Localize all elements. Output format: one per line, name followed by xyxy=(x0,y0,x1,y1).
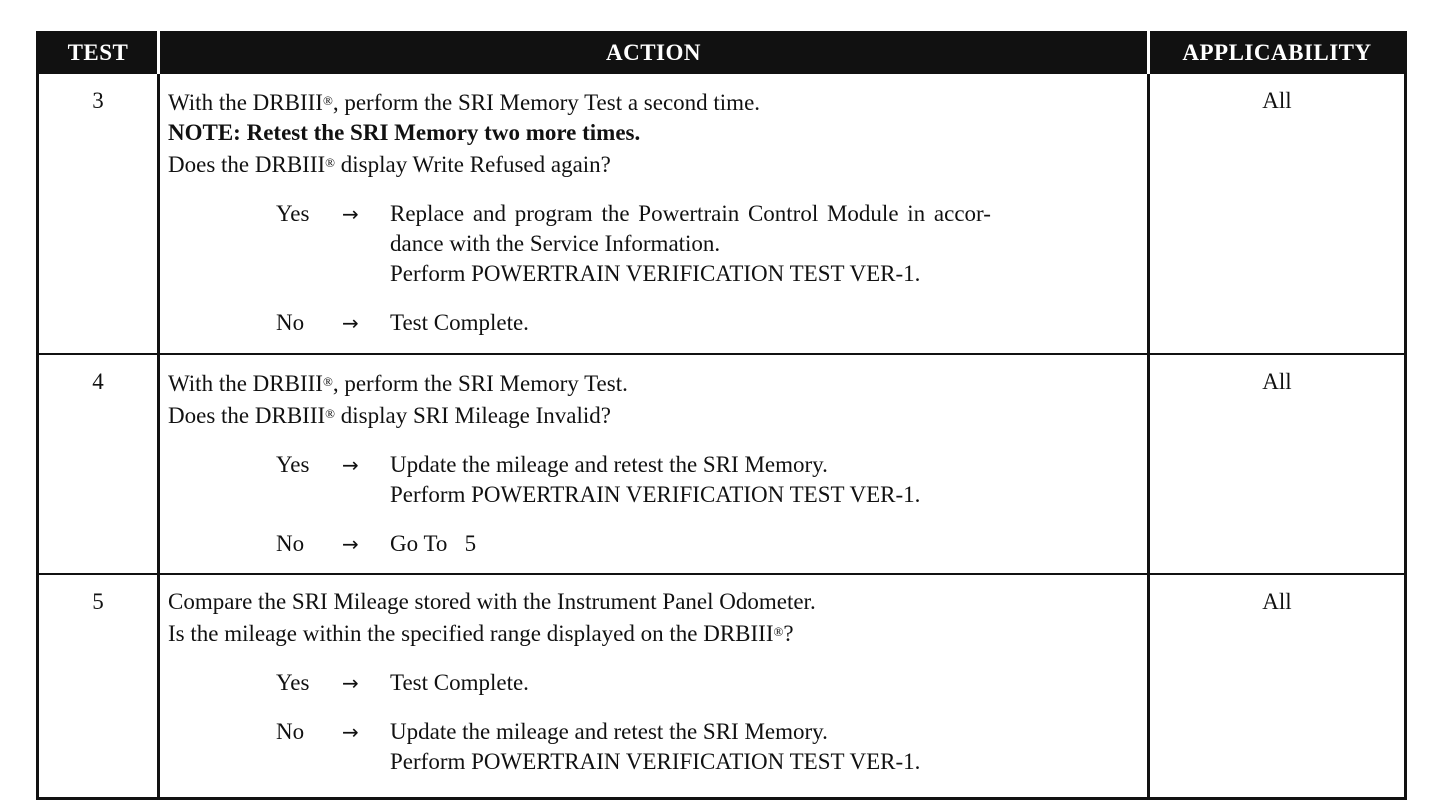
yes-label: Yes xyxy=(276,452,310,477)
registered-mark: ® xyxy=(322,374,333,389)
no-branch xyxy=(168,529,1139,559)
action-question: Does the DRBIII® display Write Refused again? xyxy=(168,152,611,177)
yes-branch xyxy=(168,199,1139,289)
test-number: 3 xyxy=(38,73,159,354)
yes-result-line: Perform POWERTRAIN VERIFICATION TEST VER-1. xyxy=(390,482,921,507)
no-result xyxy=(390,717,1139,777)
action-instruction: Compare the SRI Mileage stored with the Instrument Panel Odometer. xyxy=(168,589,816,614)
yes-result-line: dance with the Service Information. xyxy=(390,231,721,256)
applicability-value: All xyxy=(1149,354,1406,574)
table-row xyxy=(38,354,1406,574)
no-result-line: Test Complete. xyxy=(390,310,529,335)
registered-mark: ® xyxy=(325,155,336,170)
header-test: TEST xyxy=(38,33,159,74)
action-instruction: With the DRBIII®, perform the SRI Memory Test. xyxy=(168,371,628,396)
arrow-icon: → xyxy=(342,671,359,695)
registered-mark: ® xyxy=(773,624,784,639)
table-row xyxy=(38,73,1406,354)
action-instruction: With the DRBIII®, perform the SRI Memory Test a second time. xyxy=(168,90,761,115)
arrow-icon: → xyxy=(342,202,359,226)
yes-result xyxy=(390,668,1139,698)
arrow-icon: → xyxy=(342,720,359,744)
yes-branch xyxy=(168,450,1139,510)
no-result-line: Perform POWERTRAIN VERIFICATION TEST VER-1. xyxy=(390,749,921,774)
arrow-icon: → xyxy=(342,453,359,477)
registered-mark: ® xyxy=(325,406,336,421)
no-label: No xyxy=(276,531,305,556)
yes-result-line: Replace and program the Powertrain Control Module in accor- xyxy=(390,201,991,226)
arrow-icon: → xyxy=(342,311,359,335)
yes-branch xyxy=(168,668,1139,698)
table-row xyxy=(38,574,1406,799)
action-question: Does the DRBIII® display SRI Mileage Invalid? xyxy=(168,403,611,428)
yes-result-line: Test Complete. xyxy=(390,670,529,695)
arrow-icon: → xyxy=(342,532,359,556)
no-branch xyxy=(168,717,1139,777)
action-question: Is the mileage within the specified range displayed on the DRBIII®? xyxy=(168,621,794,646)
registered-mark: ® xyxy=(322,93,333,108)
applicability-value: All xyxy=(1149,73,1406,354)
no-label: No xyxy=(276,719,305,744)
yes-label: Yes xyxy=(276,670,310,695)
yes-result-line: Update the mileage and retest the SRI Memory. xyxy=(390,452,828,477)
no-result xyxy=(390,308,1139,338)
action-note: NOTE: Retest the SRI Memory two more times. xyxy=(168,120,641,145)
action-cell xyxy=(159,73,1149,354)
action-cell xyxy=(159,354,1149,574)
no-label: No xyxy=(276,310,305,335)
no-result xyxy=(390,529,1139,559)
yes-label: Yes xyxy=(276,201,310,226)
no-result-line: Go To 5 xyxy=(390,531,477,556)
header-applicability: APPLICABILITY xyxy=(1149,33,1406,74)
test-number: 4 xyxy=(38,354,159,574)
action-cell xyxy=(159,574,1149,799)
yes-result xyxy=(390,450,1139,510)
no-result-line: Update the mileage and retest the SRI Memory. xyxy=(390,719,828,744)
applicability-value: All xyxy=(1149,574,1406,799)
diagnostic-test-table xyxy=(36,31,1407,800)
no-branch xyxy=(168,308,1139,338)
table-header-row xyxy=(38,33,1406,74)
yes-result xyxy=(390,199,1139,289)
header-action: ACTION xyxy=(159,33,1149,74)
yes-result-line: Perform POWERTRAIN VERIFICATION TEST VER-1. xyxy=(390,261,921,286)
test-number: 5 xyxy=(38,574,159,799)
